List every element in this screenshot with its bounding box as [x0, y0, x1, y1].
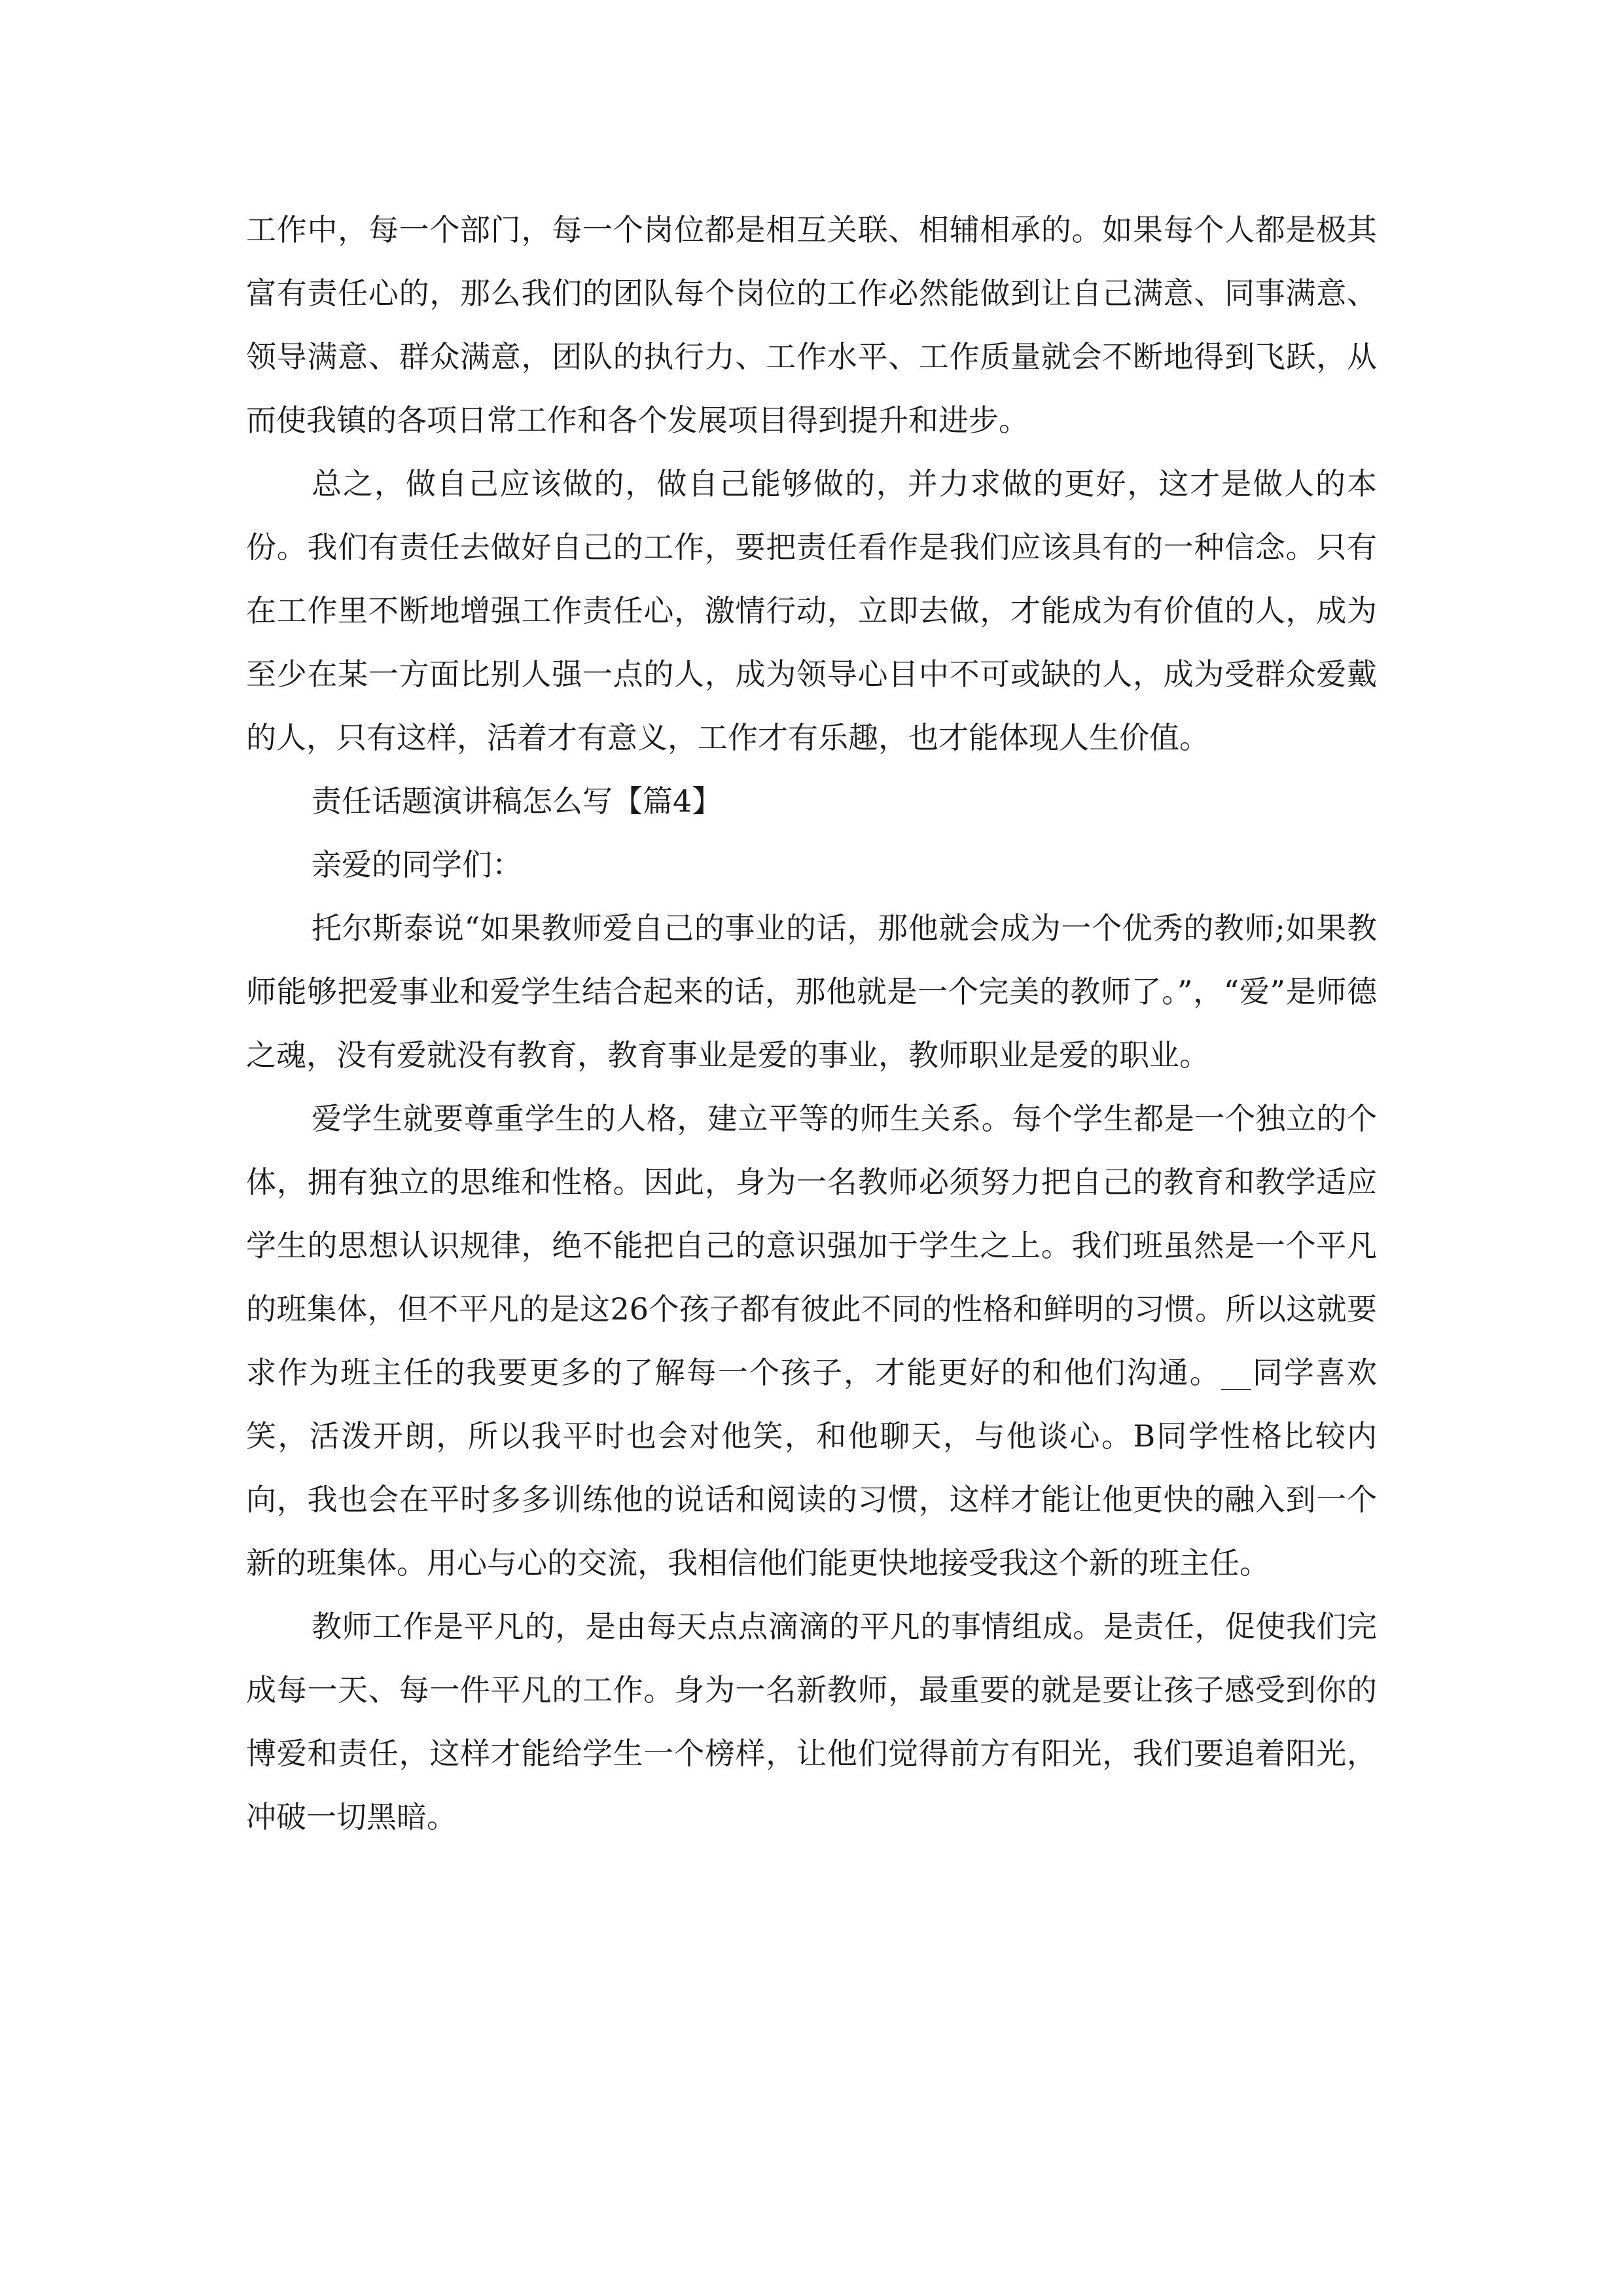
paragraph-respect-students: 爱学生就要尊重学生的人格，建立平等的师生关系。每个学生都是一个独立的个体，拥有独立的思维和性格。因此，身为一名教师必须努力把自己的教育和教学适应学生的思想认识规律，绝不能把自己的意识强加于学生之上。我们班虽然是一个平凡的班集体，但不平凡的是这26个孩子都有彼此不同的性格和鲜明的习惯。所以这就要求作为班主任的我要更多的了解每一个孩子，才能更好的和他们沟通。__同学喜欢笑，活泼开朗，所以我平时也会对他笑，和他聊天，与他谈心。B同学性格比较内向，我也会在平时多多训练他的说话和阅读的习惯，这样才能让他更快的融入到一个新的班集体。用心与心的交流，我相信他们能更快地接受我这个新的班主任。 [246, 1101, 1377, 1581]
paragraph-team-responsibility: 工作中，每一个部门，每一个岗位都是相互关联、相辅相承的。如果每个人都是极其富有责任心的，那么我们的团队每个岗位的工作必然能做到让自己满意、同事满意、领导满意、群众满意，团队的执行力、工作水平、工作质量就会不断地得到飞跃，从而使我镇的各项日常工作和各个发展项目得到提升和进步。 [246, 212, 1377, 438]
greeting-line: 亲爱的同学们： [312, 847, 522, 882]
paragraph-teacher-work: 教师工作是平凡的，是由每天点点滴滴的平凡的事情组成。是责任，促使我们完成每一天、每一件平凡的工作。身为一名新教师，最重要的就是要让孩子感受到你的博爱和责任，这样才能给学生一个榜样，让他们觉得前方有阳光，我们要追着阳光，冲破一切黑暗。 [246, 1609, 1377, 1835]
paragraph-conclusion: 总之，做自己应该做的，做自己能够做的，并力求做的更好，这才是做人的本份。我们有责任去做好自己的工作，要把责任看作是我们应该具有的一种信念。只有在工作里不断地增强工作责任心，激情行动，立即去做，才能成为有价值的人，成为至少在某一方面比别人强一点的人，成为领导心目中不可或缺的人，成为受群众爱戴的人，只有这样，活着才有意义，工作才有乐趣，也才能体现人生价值。 [246, 466, 1377, 755]
document-body [246, 198, 1377, 1849]
section-heading: 责任话题演讲稿怎么写【篇4】 [312, 783, 722, 819]
paragraph-tolstoy-quote: 托尔斯泰说“如果教师爱自己的事业的话，那他就会成为一个优秀的教师;如果教师能够把爱事业和爱学生结合起来的话，那他就是一个完美的教师了。”，“爱”是师德之魂，没有爱就没有教育，教育事业是爱的事业，教师职业是爱的职业。 [246, 910, 1377, 1073]
